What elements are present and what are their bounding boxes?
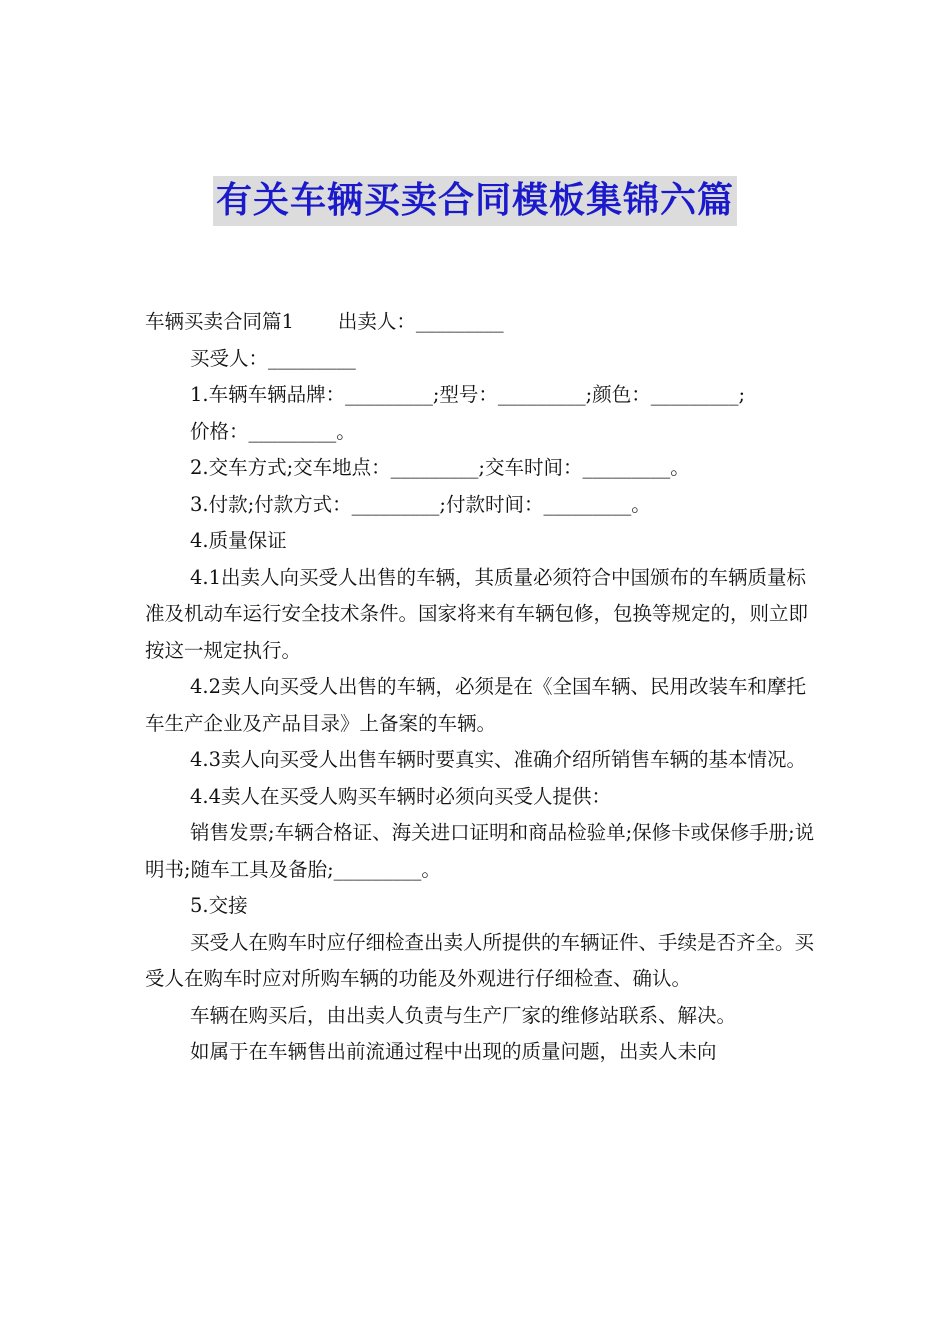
title-container	[0, 176, 950, 226]
paragraph: 4.2卖人向买受人出售的车辆，必须是在《全国车辆、民用改装车和摩托车生产企业及产品目录》上备案的车辆。	[145, 675, 807, 735]
paragraph: 销售发票;车辆合格证、海关进口证明和商品检验单;保修卡或保修手册;说明书;随车工具及备胎;_________。	[145, 821, 815, 881]
paragraph: 如属于在车辆售出前流通过程中出现的质量问题，出卖人未向	[190, 1040, 717, 1063]
paragraph: 2.交车方式;交车地点：_________;交车时间：_________。	[190, 456, 690, 479]
paragraph: 买受人：_________	[190, 346, 356, 370]
document-title: 有关车辆买卖合同模板集锦六篇	[213, 176, 737, 226]
paragraph: 车辆在购买后，由出卖人负责与生产厂家的维修站联系、解决。	[190, 1003, 737, 1027]
paragraph: 4.4卖人在买受人购买车辆时必须向买受人提供：	[190, 784, 612, 808]
seller-field: 出卖人：_________	[337, 310, 504, 333]
paragraph: 4.3卖人向买受人出售车辆时要真实、准确介绍所销售车辆的基本情况。	[190, 748, 807, 771]
paragraph: 3.付款;付款方式：_________;付款时间：_________。	[190, 492, 651, 516]
paragraph: 价格：_________。	[190, 419, 356, 443]
contract-heading: 车辆买卖合同篇1	[145, 310, 294, 333]
contract-heading-line	[145, 304, 815, 341]
section-heading: 5.交接	[190, 894, 248, 917]
paragraph: 1.车辆车辆品牌：_________;型号：_________;颜色：_________;	[190, 383, 746, 406]
paragraph: 4.1出卖人向买受人出售的车辆，其质量必须符合中国颁布的车辆质量标准及机动车运行安全技术条件。国家将来有车辆包修，包换等规定的，则立即按这一规定执行。	[145, 565, 809, 662]
section-heading: 4.质量保证	[190, 529, 287, 552]
document-body	[145, 304, 815, 1071]
paragraph: 买受人在购车时应仔细检查出卖人所提供的车辆证件、手续是否齐全。买受人在购车时应对所购车辆的功能及外观进行仔细检查、确认。	[145, 930, 815, 990]
